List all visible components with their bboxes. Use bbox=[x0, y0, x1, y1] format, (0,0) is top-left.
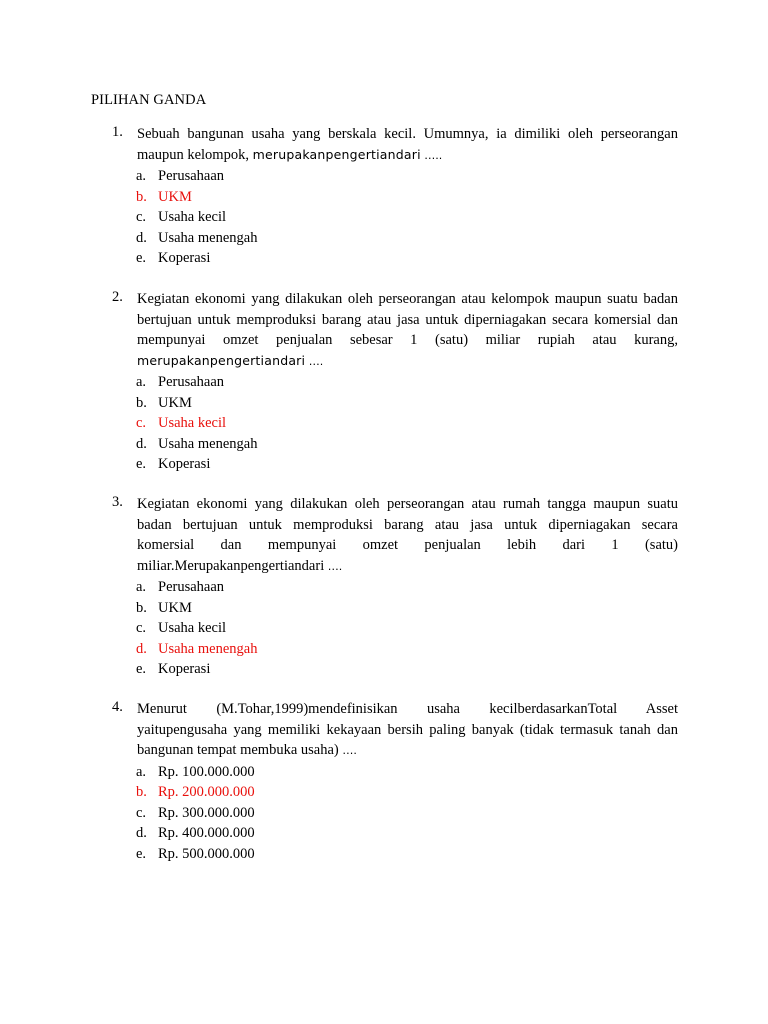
question-text-segment: maupun kelompok, bbox=[137, 146, 253, 163]
question-text-segment: bangunan tempat membuka usaha) bbox=[137, 742, 343, 758]
option-b[interactable] bbox=[136, 598, 678, 619]
answer-options bbox=[136, 372, 678, 475]
option-text: Usaha kecil bbox=[158, 620, 227, 637]
option-e[interactable] bbox=[136, 659, 678, 680]
option-letter: a. bbox=[136, 168, 147, 184]
question-tail-text: merupakanpengertiandari bbox=[252, 146, 421, 162]
question-1 bbox=[91, 124, 678, 269]
option-letter: a. bbox=[136, 579, 147, 595]
option-d-correct[interactable] bbox=[136, 639, 678, 660]
option-letter: d. bbox=[136, 435, 147, 452]
option-e[interactable] bbox=[136, 844, 678, 865]
option-b-correct[interactable] bbox=[136, 187, 678, 208]
option-letter: c. bbox=[136, 415, 147, 432]
option-text: Usaha menengah bbox=[158, 229, 258, 246]
question-text-line bbox=[137, 740, 678, 762]
question-text bbox=[137, 699, 678, 762]
option-c-correct[interactable] bbox=[136, 413, 678, 434]
page-title: PILIHAN GANDA bbox=[91, 92, 207, 108]
option-text: Koperasi bbox=[158, 661, 211, 678]
ellipsis: …. bbox=[342, 744, 357, 757]
option-text: Perusahaan bbox=[158, 374, 225, 390]
option-a[interactable] bbox=[136, 166, 678, 187]
option-letter: a. bbox=[136, 763, 147, 780]
question-text-line: bertujuan untuk memproduksi barang atau jasa untuk diperniagakan secara komersial dan bbox=[137, 311, 678, 328]
option-letter: c. bbox=[136, 209, 147, 226]
question-text-segment: miliar.Merupakanpengertiandari bbox=[137, 557, 325, 574]
option-text: Usaha menengah bbox=[158, 435, 258, 452]
option-letter: d. bbox=[136, 640, 147, 657]
question-number: 3. bbox=[112, 494, 123, 510]
option-d[interactable] bbox=[136, 823, 678, 844]
ellipsis: ….. bbox=[420, 148, 443, 162]
option-text: Koperasi bbox=[158, 250, 211, 267]
option-a[interactable] bbox=[136, 762, 678, 783]
answer-options bbox=[136, 762, 678, 865]
option-text: Rp. 500.000.000 bbox=[158, 845, 255, 862]
question-3 bbox=[91, 494, 678, 680]
option-text: Perusahaan bbox=[158, 168, 225, 184]
option-text: Usaha kecil bbox=[158, 209, 227, 226]
option-text: Rp. 300.000.000 bbox=[158, 804, 255, 821]
question-text bbox=[137, 494, 678, 577]
question-number: 1. bbox=[112, 124, 123, 140]
option-letter: c. bbox=[136, 804, 147, 821]
option-letter: b. bbox=[136, 394, 147, 411]
option-c[interactable] bbox=[136, 803, 678, 824]
question-number: 2. bbox=[112, 289, 123, 305]
question-text-line: Kegiatan ekonomi yang dilakukan oleh perseorangan atau kelompok maupun suatu badan bbox=[137, 291, 678, 307]
option-letter: e. bbox=[136, 250, 147, 267]
question-text-line: komersial dan mempunyai omzet penjualan lebih dari 1 (satu) bbox=[137, 537, 678, 553]
option-text: Rp. 100.000.000 bbox=[158, 763, 255, 780]
question-text bbox=[137, 289, 678, 372]
option-letter: b. bbox=[136, 599, 147, 616]
question-text bbox=[137, 124, 678, 166]
answer-options bbox=[136, 166, 678, 269]
option-letter: e. bbox=[136, 456, 147, 473]
question-4 bbox=[91, 699, 678, 864]
option-text: Rp. 400.000.000 bbox=[158, 825, 255, 842]
option-letter: e. bbox=[136, 845, 147, 862]
option-text: UKM bbox=[158, 188, 192, 205]
option-text: Rp. 200.000.000 bbox=[158, 784, 255, 801]
option-b-correct[interactable] bbox=[136, 782, 678, 803]
option-e[interactable] bbox=[136, 248, 678, 269]
option-letter: b. bbox=[136, 188, 147, 205]
option-text: UKM bbox=[158, 599, 192, 616]
option-letter: d. bbox=[136, 825, 147, 842]
option-letter: d. bbox=[136, 229, 147, 246]
option-letter: b. bbox=[136, 784, 147, 801]
question-text-line bbox=[137, 145, 678, 167]
option-text: Koperasi bbox=[158, 456, 211, 473]
option-b[interactable] bbox=[136, 393, 678, 414]
question-text-line bbox=[137, 351, 678, 373]
question-text-line: yaitupengusaha yang memiliki kekayaan bersih paling banyak (tidak termasuk tanah dan bbox=[137, 721, 678, 738]
ellipsis: …. bbox=[305, 354, 324, 368]
question-2 bbox=[91, 289, 678, 475]
option-text: Perusahaan bbox=[158, 579, 225, 595]
question-text-line: badan bertujuan untuk memproduksi barang atau jasa untuk diperniagakan secara bbox=[137, 516, 678, 533]
option-letter: a. bbox=[136, 374, 147, 390]
question-tail-text: merupakanpengertiandari bbox=[137, 352, 306, 368]
option-a[interactable] bbox=[136, 577, 678, 598]
question-text-line: Kegiatan ekonomi yang dilakukan oleh perseorangan atau rumah tangga maupun suatu bbox=[137, 496, 678, 512]
question-text-line: mempunyai omzet penjualan sebesar 1 (satu) miliar rupiah atau kurang, bbox=[137, 332, 678, 348]
question-number: 4. bbox=[112, 699, 123, 715]
option-a[interactable] bbox=[136, 372, 678, 393]
option-text: Usaha kecil bbox=[158, 415, 227, 432]
option-text: Usaha menengah bbox=[158, 640, 258, 657]
answer-options bbox=[136, 577, 678, 680]
option-d[interactable] bbox=[136, 434, 678, 455]
question-text-line: Sebuah bangunan usaha yang berskala kecil. Umumnya, ia dimiliki oleh perseorangan bbox=[137, 126, 678, 142]
option-letter: c. bbox=[136, 620, 147, 637]
question-text-line bbox=[137, 556, 678, 578]
option-c[interactable] bbox=[136, 618, 678, 639]
option-c[interactable] bbox=[136, 207, 678, 228]
ellipsis: …. bbox=[324, 559, 343, 573]
option-e[interactable] bbox=[136, 454, 678, 475]
option-letter: e. bbox=[136, 661, 147, 678]
option-text: UKM bbox=[158, 394, 192, 411]
option-d[interactable] bbox=[136, 228, 678, 249]
question-text-line: Menurut (M.Tohar,1999)mendefinisikan usaha kecilberdasarkanTotal Asset bbox=[137, 701, 678, 717]
